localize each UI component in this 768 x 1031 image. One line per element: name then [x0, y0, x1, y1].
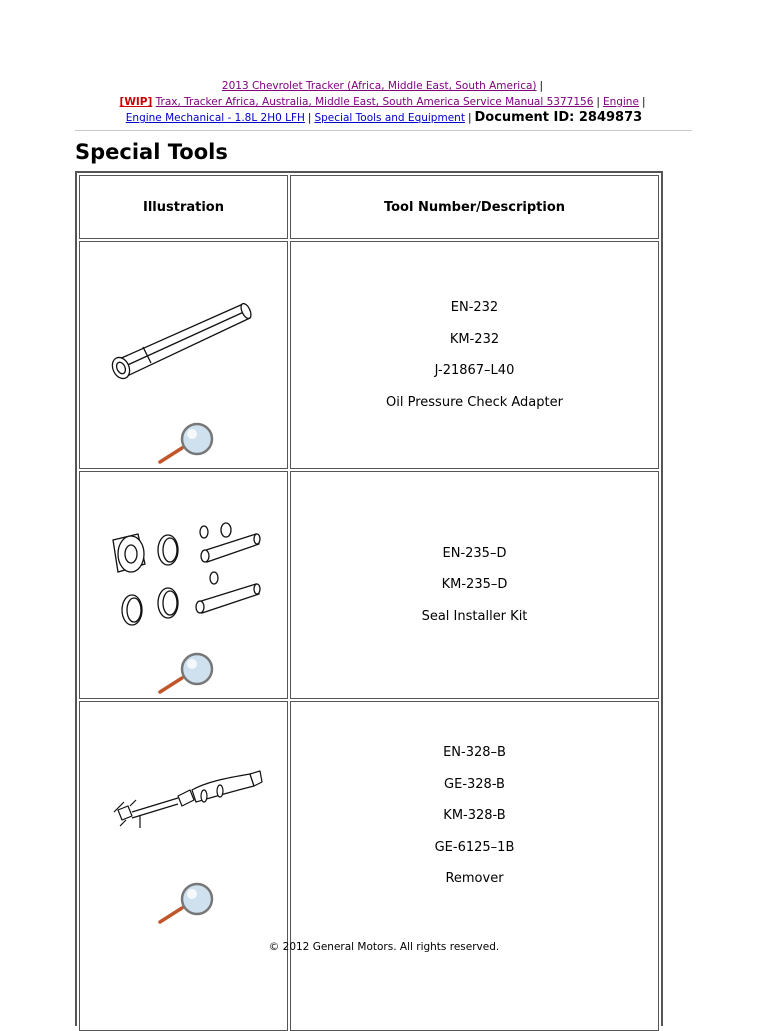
breadcrumb-separator: | — [307, 112, 312, 124]
tool-number: KM-232 — [449, 331, 500, 347]
tool-number: EN-328–B — [443, 745, 506, 760]
breadcrumb-vehicle-link[interactable]: 2013 Chevrolet Tracker (Africa, Middle East, South America) — [221, 80, 537, 92]
breadcrumb-subsection-link[interactable]: Engine Mechanical - 1.8L 2H0 LFH — [125, 112, 305, 124]
tool-description: Oil Pressure Check Adapter — [386, 394, 563, 410]
breadcrumb — [60, 78, 708, 126]
tool-number: KM-328-B — [443, 808, 506, 823]
breadcrumb-page-link[interactable]: Special Tools and Equipment — [314, 112, 465, 124]
tool-number: GE-6125–1B — [434, 839, 515, 855]
header-illustration — [79, 175, 288, 239]
tool-number: EN-232 — [450, 300, 499, 315]
breadcrumb-manual-link[interactable]: Trax, Tracker Africa, Australia, Middle East, South America Service Manual 5377156 — [155, 96, 594, 108]
divider — [75, 130, 692, 131]
wip-tag[interactable]: [WIP] — [119, 96, 153, 108]
document-id: Document ID: 2849873 — [474, 110, 643, 125]
tool-number: KM-235–D — [441, 577, 508, 593]
header-description-label: Tool Number/Description — [383, 199, 566, 215]
page-title: Special Tools — [75, 140, 228, 164]
description-cell — [290, 241, 659, 469]
header-illustration-label: Illustration — [143, 199, 224, 215]
magnifier-icon[interactable] — [80, 242, 289, 470]
tool-number: J-21867–L40 — [434, 363, 515, 378]
tool-description: Seal Installer Kit — [421, 608, 528, 624]
breadcrumb-section-link[interactable]: Engine — [602, 96, 639, 108]
breadcrumb-separator: | — [539, 80, 544, 92]
breadcrumb-separator: | — [467, 112, 472, 124]
illustration-cell — [79, 701, 288, 1031]
tool-number: EN-235–D — [442, 545, 507, 561]
magnifier-icon[interactable] — [80, 472, 289, 700]
magnifier-icon[interactable] — [80, 702, 289, 930]
illustration-cell — [79, 471, 288, 699]
illustration-cell — [79, 241, 288, 469]
description-cell — [290, 471, 659, 699]
tool-description: Remover — [445, 871, 504, 886]
breadcrumb-separator: | — [641, 96, 646, 108]
breadcrumb-separator: | — [596, 96, 600, 108]
description-cell — [290, 701, 659, 1031]
header-description — [290, 175, 659, 239]
copyright-footer: © 2012 General Motors. All rights reserved. — [268, 941, 500, 953]
tools-table — [75, 171, 663, 1026]
tool-number: GE-328-B — [444, 776, 505, 792]
